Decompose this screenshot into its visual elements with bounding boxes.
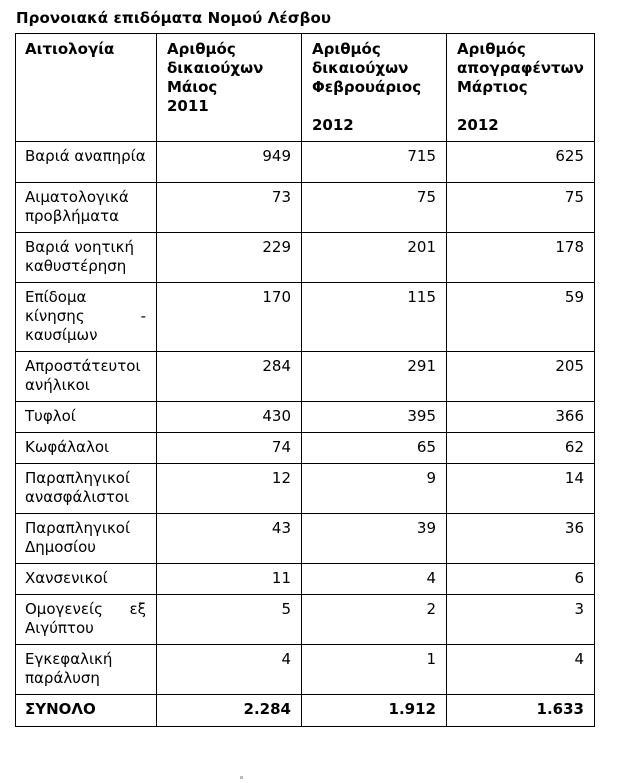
- table-total-row: [16, 695, 595, 727]
- table-row: [16, 433, 595, 464]
- header-reason-label: Αιτιολογία: [25, 40, 115, 58]
- row-value-may-2011: 430: [157, 402, 302, 433]
- row-value-may-2011: 4: [157, 645, 302, 695]
- row-value-mar-2012: 75: [447, 183, 595, 233]
- row-value-mar-2012: 366: [447, 402, 595, 433]
- table-row: [16, 352, 595, 402]
- row-value-mar-2012: 3: [447, 595, 595, 645]
- header-may-2011-year: 2011: [167, 97, 209, 115]
- row-reason: Χανσενικοί: [16, 564, 157, 595]
- header-feb-2012-label: Αριθμός δικαιούχων Φεβρουάριος: [312, 40, 422, 96]
- row-value-mar-2012: 36: [447, 514, 595, 564]
- row-reason: Αιματολογικά προβλήματα: [16, 183, 157, 233]
- row-value-may-2011: 949: [157, 142, 302, 183]
- header-mar-2012: [447, 34, 595, 142]
- table-row: [16, 645, 595, 695]
- row-reason: Παραπληγικοί Δημοσίου: [16, 514, 157, 564]
- row-value-may-2011: 73: [157, 183, 302, 233]
- row-value-mar-2012: 205: [447, 352, 595, 402]
- row-value-may-2011: 74: [157, 433, 302, 464]
- table-row: [16, 233, 595, 283]
- total-may-2011: 2.284: [157, 695, 302, 727]
- row-reason: Κωφάλαλοι: [16, 433, 157, 464]
- row-value-feb-2012: 9: [302, 464, 447, 514]
- row-value-mar-2012: 4: [447, 645, 595, 695]
- row-reason: Βαριά νοητική καθυστέρηση: [16, 233, 157, 283]
- table-row: [16, 283, 595, 352]
- header-mar-2012-label: Αριθμός απογραφέντων Μάρτιος: [457, 40, 584, 96]
- row-value-may-2011: 170: [157, 283, 302, 352]
- row-reason: Εγκεφαλική παράλυση: [16, 645, 157, 695]
- row-value-feb-2012: 291: [302, 352, 447, 402]
- row-reason: Παραπληγικοί ανασφάλιστοι: [16, 464, 157, 514]
- total-feb-2012: 1.912: [302, 695, 447, 727]
- table-row: [16, 402, 595, 433]
- header-mar-2012-year: 2012: [457, 116, 499, 134]
- row-value-feb-2012: 201: [302, 233, 447, 283]
- footer-dot: [240, 776, 243, 779]
- row-reason: Ομογενείς εξ Αιγύπτου: [16, 595, 157, 645]
- row-value-mar-2012: 625: [447, 142, 595, 183]
- header-may-2011: [157, 34, 302, 142]
- total-label: ΣΥΝΟΛΟ: [16, 695, 157, 727]
- row-value-feb-2012: 1: [302, 645, 447, 695]
- row-value-mar-2012: 178: [447, 233, 595, 283]
- row-value-feb-2012: 395: [302, 402, 447, 433]
- row-value-may-2011: 229: [157, 233, 302, 283]
- row-value-mar-2012: 6: [447, 564, 595, 595]
- row-reason: Βαριά αναπηρία: [16, 142, 157, 183]
- header-feb-2012-year: 2012: [312, 116, 354, 134]
- row-value-feb-2012: 4: [302, 564, 447, 595]
- row-value-feb-2012: 115: [302, 283, 447, 352]
- row-reason: Επίδομα κίνησης - καυσίμων: [16, 283, 157, 352]
- benefits-table: [15, 33, 595, 727]
- table-header-row: [16, 34, 595, 142]
- row-value-may-2011: 284: [157, 352, 302, 402]
- row-reason: Τυφλοί: [16, 402, 157, 433]
- header-reason: [16, 34, 157, 142]
- row-value-feb-2012: 39: [302, 514, 447, 564]
- table-row: [16, 183, 595, 233]
- row-value-may-2011: 43: [157, 514, 302, 564]
- row-value-may-2011: 5: [157, 595, 302, 645]
- row-value-mar-2012: 59: [447, 283, 595, 352]
- table-row: [16, 142, 595, 183]
- row-value-feb-2012: 2: [302, 595, 447, 645]
- table-row: [16, 564, 595, 595]
- page-title: Προνοιακά επιδόματα Νομού Λέσβου: [16, 9, 332, 27]
- row-value-may-2011: 12: [157, 464, 302, 514]
- header-feb-2012: [302, 34, 447, 142]
- table-row: [16, 464, 595, 514]
- row-value-mar-2012: 62: [447, 433, 595, 464]
- header-may-2011-label: Αριθμός δικαιούχων Μάιος: [167, 40, 264, 96]
- row-value-feb-2012: 75: [302, 183, 447, 233]
- total-mar-2012: 1.633: [447, 695, 595, 727]
- row-value-may-2011: 11: [157, 564, 302, 595]
- row-reason: Απροστάτευτοι ανήλικοι: [16, 352, 157, 402]
- row-value-feb-2012: 65: [302, 433, 447, 464]
- row-value-mar-2012: 14: [447, 464, 595, 514]
- table-row: [16, 514, 595, 564]
- table-row: [16, 595, 595, 645]
- row-value-feb-2012: 715: [302, 142, 447, 183]
